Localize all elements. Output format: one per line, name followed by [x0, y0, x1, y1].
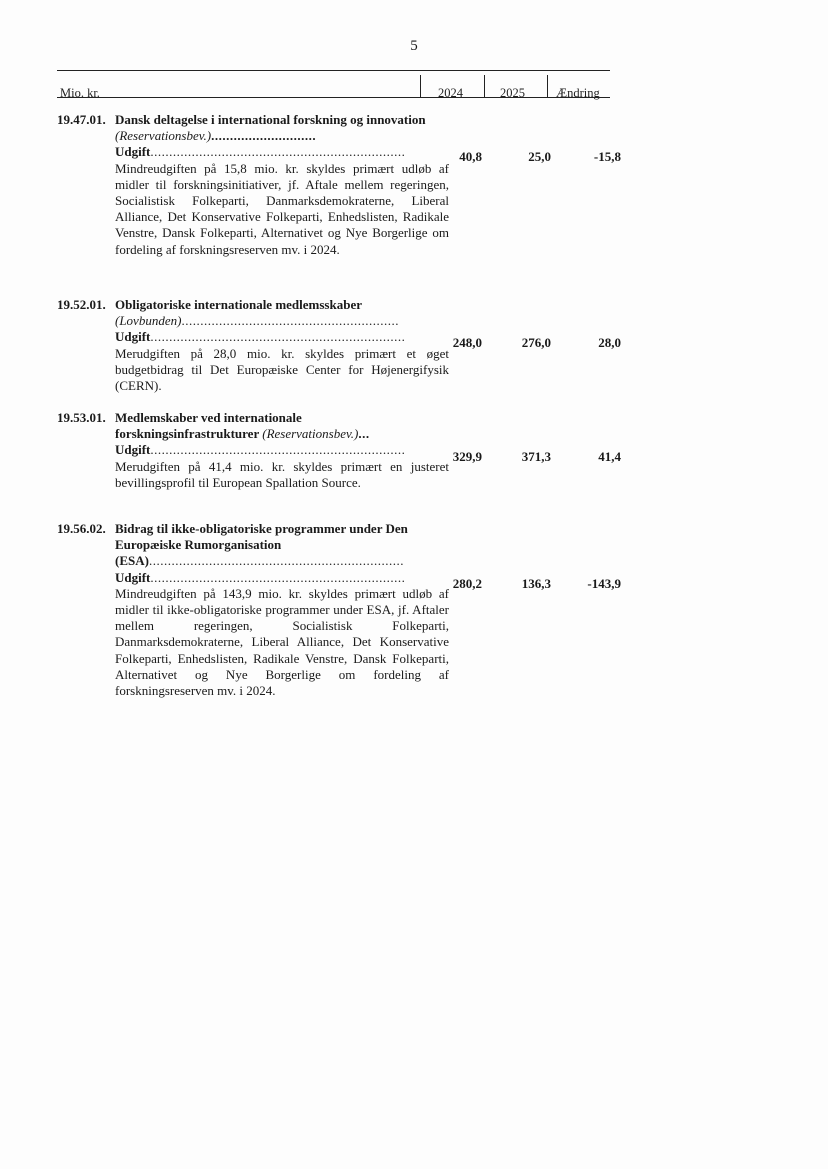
entry-title: Bidrag til ikke-obligatoriske programmer under Den Europæiske Rumorganisation (ESA).................................................................... [115, 521, 408, 569]
value-change: 41,4 [598, 449, 621, 464]
udgift-line: Udgift.................................................................... [115, 442, 406, 458]
value-2025: 276,0 [521, 335, 551, 350]
page-number: 5 [410, 38, 418, 54]
entry-code: 19.53.01. [57, 410, 106, 425]
entry-title: Obligatoriske internationale medlemsskaber [115, 297, 362, 312]
entry-code: 19.56.02. [57, 521, 106, 536]
udgift-line: Udgift.................................................................... [115, 569, 406, 585]
value-change: -15,8 [593, 149, 621, 164]
entry-title: Medlemskaber ved internationale forskningsinfrastrukturer (Reservationsbev.)... [115, 410, 370, 442]
value-2025: 25,0 [528, 149, 551, 164]
entry-description: Merudgiften på 41,4 mio. kr. skyldes primært en justeret bevillingsprofil til European Spallation Source. [115, 458, 449, 490]
entry-description: Mindreudgiften på 15,8 mio. kr. skyldes primært udløb af midler til forskningsinitiativer, jf. Aftale mellem regeringen, Socialistisk Folkeparti, Danmarksdemokraterne, Liberal Alliance, Det Konservative Folkeparti, Enhedslisten, Radikale Venstre, Dansk Folkeparti, Alternativet og Nye Borgerlige om fordeling af forskningsreserven mv. i 2024. [115, 160, 449, 257]
entry-body [115, 410, 449, 491]
header-divider [547, 75, 548, 97]
value-2024: 248,0 [452, 335, 482, 350]
header-col-2024: 2024 [438, 86, 463, 100]
entry-body: Obligatoriske internationale medlemsskaber (Lovbunden).......................................................... Udgift.................................................................... Merudgiften på 28,0 mio. kr. skyldes primært et øget budgetbidrag til Det Europæiske Center for Højenergifysik (CERN). [115, 297, 449, 394]
header-unit: Mio. kr. [60, 86, 100, 100]
header-divider [420, 75, 421, 97]
value-2025: 136,3 [521, 576, 551, 591]
udgift-line: Udgift.................................................................... [115, 329, 406, 345]
entry-description: Merudgiften på 28,0 mio. kr. skyldes primært et øget budgetbidrag til Det Europæiske Center for Højenergifysik (CERN). [115, 345, 449, 394]
header-col-2025: 2025 [500, 86, 525, 100]
value-2024: 40,8 [459, 149, 482, 164]
value-change: 28,0 [598, 335, 621, 350]
value-2024: 329,9 [452, 449, 482, 464]
udgift-line: Udgift.................................................................... [115, 144, 406, 160]
entry-title: Dansk deltagelse i international forskning og innovation (Reservationsbev.)............................ [115, 112, 426, 144]
value-change: -143,9 [587, 576, 621, 591]
header-top-rule [57, 70, 610, 71]
entry-description: Mindreudgiften på 143,9 mio. kr. skyldes primært udløb af midler til ikke-obligatoriske programmer under ESA, jf. Aftaler mellem regeringen, Socialistisk Folkeparti, Danmarksdemokraterne, Liberal Alliance, Det Konservative Folkeparti, Enhedslisten, Radikale Venstre, Dansk Folkeparti, Alternativet og Nye Borgerlige om fordeling af forskningsreserven mv. i 2024. [115, 585, 449, 699]
entry-code: 19.47.01. [57, 112, 106, 127]
entry-body [115, 112, 449, 258]
header-divider [484, 75, 485, 97]
value-2024: 280,2 [452, 576, 482, 591]
header-bottom-rule [57, 97, 610, 98]
value-2025: 371,3 [521, 449, 551, 464]
entry-body [115, 521, 449, 699]
header-col-change: Ændring [556, 86, 600, 100]
entry-code: 19.52.01. [57, 297, 106, 312]
